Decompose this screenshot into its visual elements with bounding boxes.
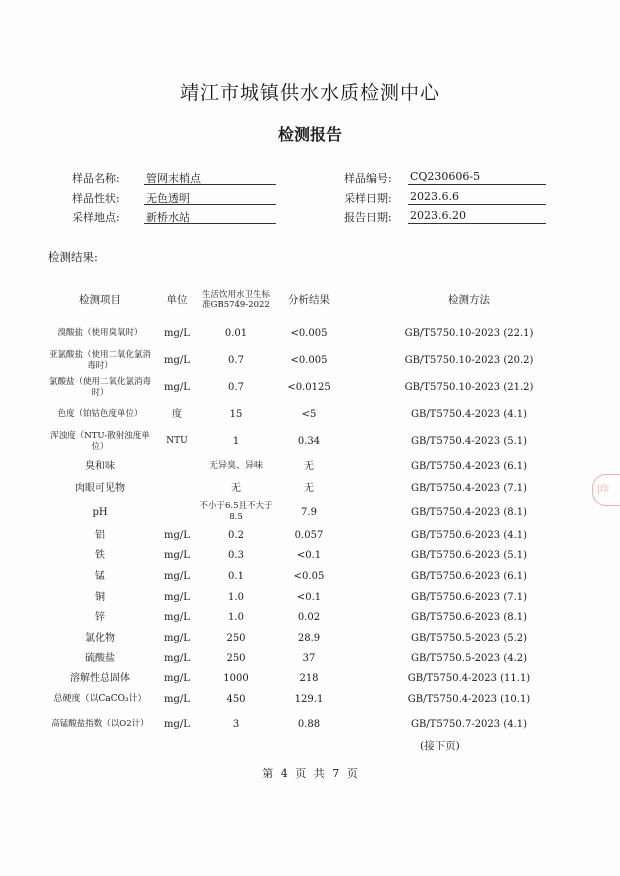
cell-item: 氯酸盐（使用二氧化氯消毒时） (48, 376, 151, 398)
results-section-label: 检测结果: (48, 250, 98, 264)
cell-item: 色度（铂钴色度单位） (57, 409, 143, 419)
report-date-label: 报告日期: (344, 211, 392, 224)
results-table (44, 280, 594, 738)
cell-standard: 1000 (223, 673, 249, 684)
sample-name-label: 样品名称: (72, 172, 120, 185)
cell-standard: 1.0 (228, 612, 244, 623)
cell-standard: 0.7 (228, 355, 244, 366)
cell-item: 亚氯酸盐（使用二氧化氯消毒时） (48, 349, 151, 371)
cell-result: 0.057 (294, 529, 324, 541)
cell-standard: 0.7 (228, 382, 244, 393)
sample-name-value: 管网末梢点 (144, 170, 276, 185)
table-row (44, 587, 594, 607)
cell-method: GB/T5750.5-2023 (4.2) (410, 652, 528, 664)
cell-result: 7.9 (301, 506, 317, 518)
cell-unit: mg/L (164, 328, 190, 339)
cell-result: <0.05 (293, 571, 325, 582)
cell-method: GB/T5750.4-2023 (7.1) (410, 482, 528, 494)
cell-standard: 450 (226, 694, 246, 705)
table-row (44, 525, 594, 545)
cell-method: GB/T5750.4-2023 (10.1) (407, 694, 531, 705)
cell-item: 总硬度（以CaCO₃计） (53, 694, 147, 704)
cell-standard: 无异臭、异味 (208, 460, 263, 471)
organization-name: 靖江市城镇供水水质检测中心 (179, 82, 440, 104)
cell-item: 氯化物 (85, 632, 115, 644)
cell-item: 铜 (95, 591, 105, 603)
cell-method: GB/T5750.6-2023 (6.1) (410, 571, 528, 582)
cell-item: 溶解性总固体 (70, 673, 130, 684)
cell-method: GB/T5750.6-2023 (4.1) (410, 529, 528, 541)
cell-result: 218 (299, 673, 319, 684)
cell-result: 129.1 (294, 694, 324, 705)
table-row (44, 648, 594, 668)
cell-item: 臭和味 (85, 460, 115, 472)
cell-item: 硫酸盐 (85, 652, 115, 664)
sample-code-value: CQ230606-5 (408, 170, 546, 185)
cell-item: 高锰酸盐指数（以O2计） (51, 718, 149, 729)
cell-standard: 15 (229, 409, 243, 420)
header-result: 分析结果 (288, 293, 330, 306)
cell-unit: mg/L (164, 550, 190, 561)
cell-unit: mg/L (164, 718, 190, 730)
cell-result: <0.005 (290, 355, 328, 366)
cell-method: GB/T5750.6-2023 (8.1) (410, 612, 528, 623)
cell-unit: NTU (166, 436, 188, 446)
cell-standard: 1.0 (228, 591, 244, 603)
cell-item: 锰 (95, 571, 105, 582)
cell-item: 锌 (95, 612, 105, 623)
table-row (44, 545, 594, 566)
cell-method: GB/T5750.10-2023 (20.2) (404, 355, 534, 366)
cell-item: 溴酸盐（使用臭氧时） (57, 328, 143, 338)
sample-location-label: 采样地点: (72, 211, 120, 224)
cell-result: 37 (302, 652, 316, 664)
cell-method: GB/T5750.10-2023 (21.2) (404, 382, 534, 393)
cell-method: GB/T5750.5-2023 (5.2) (410, 632, 528, 644)
cell-unit (156, 499, 198, 525)
sampling-date-value: 2023.6.6 (408, 190, 546, 205)
table-row (44, 320, 594, 347)
sampling-date-label: 采样日期: (344, 192, 392, 205)
sample-code-label: 样品编号: (344, 172, 392, 185)
table-row (44, 428, 594, 455)
table-row (44, 374, 594, 401)
cell-unit: mg/L (164, 612, 190, 623)
cell-item: 铝 (95, 529, 105, 541)
cell-unit: mg/L (164, 694, 190, 705)
cell-unit: mg/L (164, 652, 190, 664)
cell-method: GB/T5750.4-2023 (8.1) (410, 506, 528, 518)
header-standard: 生活饮用水卫生标准GB5749-2022 (201, 290, 270, 310)
table-row (44, 668, 594, 689)
cell-method: GB/T5750.4-2023 (5.1) (410, 436, 528, 447)
header-method: 检测方法 (448, 293, 490, 306)
sample-location-value: 新桥水站 (144, 209, 276, 224)
cell-method: GB/T5750.4-2023 (11.1) (407, 673, 531, 684)
table-row (44, 499, 594, 525)
cell-item: pH (92, 506, 108, 518)
continued-note: (接下页) (420, 740, 460, 752)
cell-unit: mg/L (164, 355, 190, 366)
cell-result: 无 (304, 482, 314, 494)
table-row (44, 347, 594, 374)
cell-unit: mg/L (164, 632, 190, 644)
cell-standard: 0.1 (228, 571, 244, 582)
table-row (44, 401, 594, 428)
cell-method: GB/T5750.6-2023 (7.1) (410, 591, 528, 603)
cell-result: 0.88 (297, 718, 321, 730)
cell-result: 0.34 (297, 436, 321, 447)
cell-unit: mg/L (164, 382, 190, 393)
table-row (44, 566, 594, 587)
table-header-row (44, 280, 594, 320)
report-date-value: 2023.6.20 (408, 209, 546, 224)
cell-method: GB/T5750.10-2023 (22.1) (404, 328, 534, 339)
cell-unit: mg/L (164, 591, 190, 603)
cell-standard: 250 (226, 632, 246, 644)
cell-unit (156, 455, 198, 477)
partial-seal-stamp: |印 (592, 474, 620, 506)
table-row (44, 689, 594, 710)
cell-standard: 0.01 (224, 328, 248, 339)
cell-item: 铁 (95, 550, 105, 561)
header-item: 检测项目 (79, 293, 121, 306)
page-number: 第 4 页 共 7 页 (262, 767, 358, 780)
table-row (44, 477, 594, 499)
cell-result: <5 (301, 409, 317, 420)
cell-unit: mg/L (164, 529, 190, 541)
report-title: 检测报告 (277, 125, 342, 144)
table-row (44, 607, 594, 628)
table-row (44, 628, 594, 648)
cell-standard: 1 (232, 436, 240, 447)
cell-result: <0.005 (290, 328, 328, 339)
cell-unit: mg/L (164, 571, 190, 582)
sample-property-label: 样品性状: (72, 192, 120, 205)
cell-standard: 无 (231, 482, 241, 494)
sample-property-value: 无色透明 (144, 190, 276, 205)
cell-standard: 0.2 (228, 529, 244, 541)
cell-standard: 250 (226, 652, 246, 664)
cell-item: 肉眼可见物 (75, 482, 125, 494)
cell-result: <0.0125 (287, 382, 331, 393)
cell-method: GB/T5750.4-2023 (4.1) (410, 409, 528, 420)
cell-method: GB/T5750.6-2023 (5.1) (410, 550, 528, 561)
table-row (44, 455, 594, 477)
cell-result: 无 (304, 460, 314, 472)
cell-standard: 不小于6.5且不大于8.5 (199, 501, 273, 522)
cell-result: <0.1 (296, 550, 322, 561)
cell-standard: 3 (232, 718, 240, 730)
cell-result: 0.02 (297, 612, 321, 623)
cell-unit: mg/L (164, 673, 190, 684)
cell-unit (156, 477, 198, 499)
cell-method: GB/T5750.4-2023 (6.1) (410, 460, 528, 472)
cell-result: 28.9 (297, 632, 321, 644)
header-unit: 单位 (166, 293, 188, 306)
cell-method: GB/T5750.7-2023 (4.1) (410, 718, 528, 730)
cell-standard: 0.3 (228, 550, 244, 561)
cell-item: 浑浊度（NTU-散射浊度单位） (50, 430, 150, 452)
cell-unit: 度 (172, 409, 182, 420)
cell-result: <0.1 (296, 591, 322, 603)
table-row (44, 710, 594, 738)
